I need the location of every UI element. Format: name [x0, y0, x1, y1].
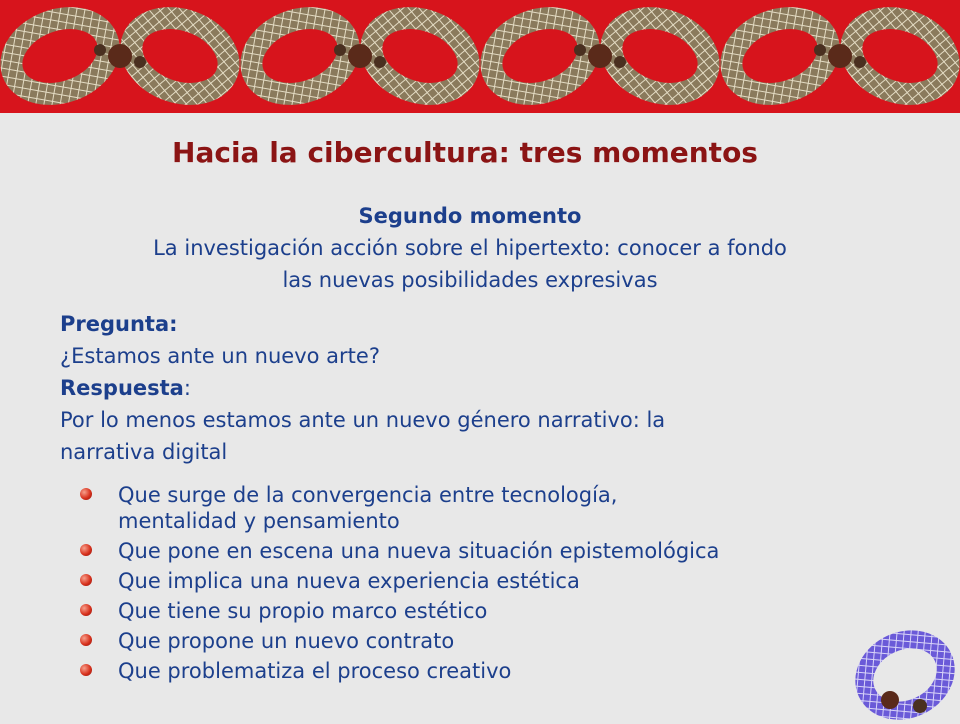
mobius-lattice-icon [0, 0, 960, 113]
question-answer-block [60, 308, 880, 468]
bullet-text: Que propone un nuevo contrato [118, 629, 455, 653]
list-item [80, 628, 900, 654]
red-sphere-bullet-icon [80, 574, 92, 586]
red-sphere-bullet-icon [80, 664, 92, 676]
list-item [80, 568, 900, 594]
subtitle-line-2: las nuevas posibilidades expresivas [282, 268, 658, 292]
answer-line-2: narrativa digital [60, 440, 228, 464]
list-item [80, 482, 900, 534]
page-title: Hacia la cibercultura: tres momentos [172, 136, 758, 169]
bullet-text: Que pone en escena una nueva situación epistemológica [118, 539, 720, 563]
subtitle-heading: Segundo momento [358, 204, 582, 228]
red-sphere-bullet-icon [80, 634, 92, 646]
bullet-text: Que implica una nueva experiencia estética [118, 569, 580, 593]
question-label: Pregunta: [60, 312, 178, 336]
red-sphere-bullet-icon [80, 544, 92, 556]
answer-colon: : [183, 376, 191, 400]
list-item [80, 538, 900, 564]
red-sphere-bullet-icon [80, 488, 92, 500]
list-item [80, 598, 900, 624]
bullet-text: Que problematiza el proceso creativo [118, 659, 512, 683]
header-banner [0, 0, 960, 113]
subtitle-block [40, 200, 900, 296]
red-sphere-bullet-icon [80, 604, 92, 616]
mobius-lattice-icon [850, 620, 960, 720]
bullet-list [80, 482, 900, 688]
bullet-text-continued: mentalidad y pensamiento [118, 509, 400, 533]
bullet-text: Que tiene su propio marco estético [118, 599, 488, 623]
answer-line-1: Por lo menos estamos ante un nuevo género narrativo: la [60, 408, 666, 432]
subtitle-line-1: La investigación acción sobre el hipertexto: conocer a fondo [153, 236, 787, 260]
corner-decoration [850, 620, 960, 720]
question-text: ¿Estamos ante un nuevo arte? [60, 344, 380, 368]
list-item [80, 658, 900, 684]
bullet-text: Que surge de la convergencia entre tecnología, [118, 483, 618, 507]
answer-label: Respuesta [60, 376, 184, 400]
